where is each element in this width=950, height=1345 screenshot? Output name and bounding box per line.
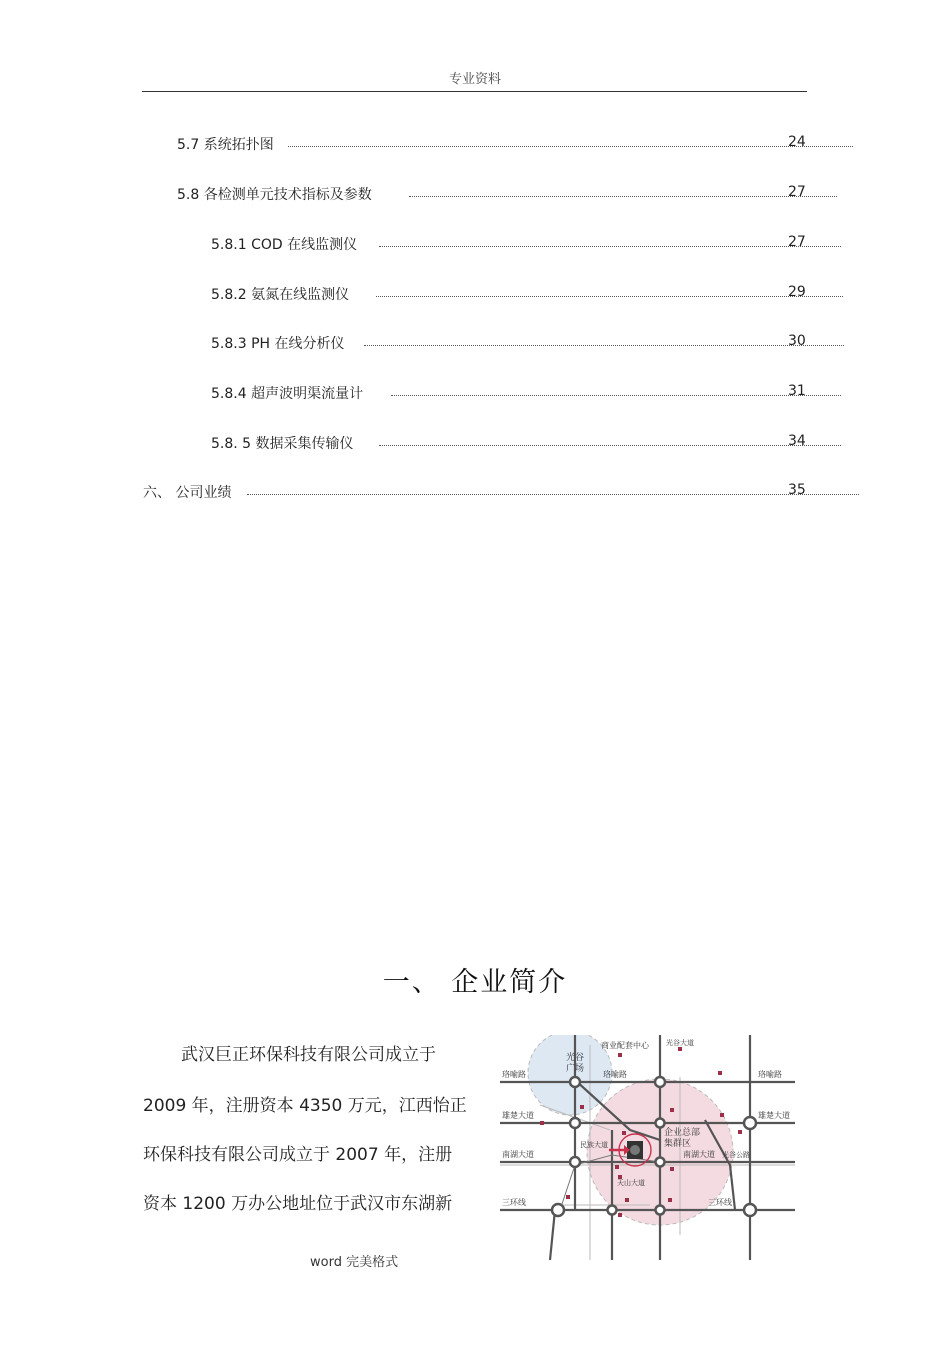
toc-leader: [391, 395, 841, 396]
toc-leader: [379, 246, 841, 247]
map-label: 南湖大道: [683, 1150, 715, 1159]
toc-leader: [247, 494, 859, 495]
toc-entry-5-8-5[interactable]: [211, 433, 846, 453]
toc-label: 5.8 各检测单元技术指标及参数: [177, 187, 372, 203]
map-label: 珞喻路: [603, 1070, 627, 1079]
toc-entry-5-8-4[interactable]: [211, 383, 846, 403]
toc-page-number: 27: [788, 184, 806, 200]
map-label: 珞喻路: [502, 1070, 526, 1079]
map-label: 光谷大道: [666, 1039, 694, 1047]
toc-label: 六、 公司业绩: [143, 485, 232, 501]
map-label: 光谷: [566, 1053, 585, 1063]
toc-label: 5.8.3 PH 在线分析仪: [211, 336, 345, 352]
toc-entry-5-8-1[interactable]: [211, 234, 846, 254]
toc-label: 5.7 系统拓扑图: [177, 137, 274, 153]
body-line: 武汉巨正环保科技有限公司成立于: [181, 1045, 436, 1065]
map-label: 集群区: [664, 1139, 692, 1149]
body-line: 环保科技有限公司成立于 2007 年，注册: [143, 1145, 453, 1165]
toc-entry-5-8-3[interactable]: [211, 333, 848, 353]
map-label: 雄楚大道: [758, 1111, 790, 1120]
toc-label: 5.8. 5 数据采集传输仪: [211, 436, 354, 452]
map-label: 天山大道: [617, 1179, 645, 1187]
toc-leader: [379, 445, 841, 446]
toc-leader: [364, 345, 844, 346]
map-label: 雄楚大道: [502, 1111, 534, 1120]
footer-text: word 完美格式: [310, 1255, 399, 1270]
body-line: 2009 年，注册资本 4350 万元，江西怡正: [143, 1096, 467, 1116]
map-label: 商业配套中心: [601, 1041, 649, 1050]
toc-entry-5-8[interactable]: [177, 184, 842, 204]
toc-label: 5.8.1 COD 在线监测仪: [211, 237, 358, 253]
toc-label: 5.8.2 氨氮在线监测仪: [211, 287, 350, 303]
toc-page-number: 24: [788, 134, 806, 150]
location-map: [500, 1035, 795, 1260]
toc-leader: [409, 196, 837, 197]
map-label: 三环线: [502, 1198, 526, 1207]
header-title: 专业资料: [448, 72, 501, 87]
toc-page-number: 29: [788, 284, 806, 300]
body-line: 资本 1200 万办公地址位于武汉市东湖新: [143, 1194, 453, 1214]
toc-entry-5-8-2[interactable]: [211, 284, 846, 304]
map-label: 民族大道: [580, 1141, 608, 1149]
toc-page-number: 35: [788, 482, 806, 498]
map-label: 珞喻路: [758, 1070, 782, 1079]
toc-page-number: 27: [788, 234, 806, 250]
toc-page-number: 31: [788, 383, 806, 399]
section-title: 一、 企业简介: [382, 967, 568, 998]
map-label: 光谷公路: [722, 1151, 750, 1159]
map-label: 三环线: [708, 1198, 732, 1207]
map-label: 南湖大道: [502, 1150, 534, 1159]
toc-page-number: 34: [788, 433, 806, 449]
toc-leader: [288, 146, 853, 147]
toc-page-number: 30: [788, 333, 806, 349]
toc-label: 5.8.4 超声波明渠流量计: [211, 386, 364, 402]
toc-entry-6[interactable]: [143, 482, 863, 502]
header-rule: [142, 91, 807, 92]
location-map-image: [500, 1035, 795, 1260]
toc-leader: [376, 296, 843, 297]
toc-entry-5-7[interactable]: [177, 134, 857, 154]
map-label: 企业总部: [664, 1128, 701, 1138]
map-label: 广场: [566, 1064, 585, 1074]
